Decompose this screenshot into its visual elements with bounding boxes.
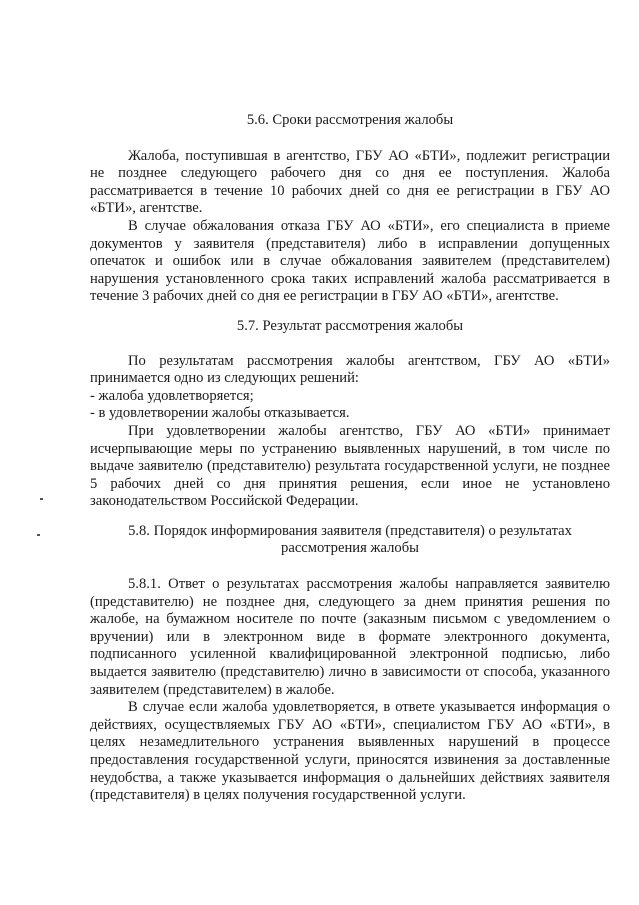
section-heading [90,523,610,558]
heading-line: рассмотрения жалобы [281,540,419,557]
document-body [90,112,610,805]
scan-mark [37,534,40,536]
paragraph: В случае обжалования отказа ГБУ АО «БТИ», его специалиста в приеме документов у заявителя (представителя) либо в исправлении допущенных опечаток и ошибок или в случае обжалования заявителем (представителем) нарушения установленного срока таких исправлений жалоба рассматривается в течение 3 рабочих дней со дня ее регистрации в ГБУ АО «БТИ», агентстве. [90,217,610,305]
section-5-8 [90,523,610,805]
section-5-7 [90,318,610,511]
section-heading: 5.6. Сроки рассмотрения жалобы [246,112,454,128]
list-item: - в удовлетворении жалобы отказывается. [90,405,350,422]
section-heading: 5.7. Результат рассмотрения жалобы [236,317,464,334]
scan-mark [40,498,43,500]
paragraph: При удовлетворении жалобы агентство, ГБУ АО «БТИ» принимает исчерпывающие меры по устранению выявленных нарушений, в том числе по выдаче заявителю (представителю) результата государственной услуги, не позднее 5 рабочих дней со дня принятия решения, если иное не установлено законодательством Российской Федерации. [90,422,610,510]
heading-line: 5.8. Порядок информирования заявителя (представителя) о результатах [128,522,572,539]
paragraph: Жалоба, поступившая в агентство, ГБУ АО «БТИ», подлежит регистрации не позднее следующего рабочего дня со дня ее поступления. Жалоба рассматривается в течение 10 рабочих дней со дня ее регистрации в ГБУ АО «БТИ», агентстве. [90,147,610,217]
paragraph: 5.8.1. Ответ о результатах рассмотрения жалобы направляется заявителю (представителю) не позднее дня, следующего за днем принятия решения по жалобе, на бумажном носителе по почте (заказным письмом с уведомлением о вручении) или в электронном виде в формате электронного документа, подписанного усиленной квалифицированной электронной подписью, либо выдается заявителю (представителю) лично в зависимости от способа, указанного заявителем (представителем) в жалобе. [90,576,610,698]
paragraph: По результатам рассмотрения жалобы агентством, ГБУ АО «БТИ» принимается одно из следующих решений: [90,352,610,387]
list-item: - жалоба удовлетворяется; [90,387,254,404]
section-5-6 [90,112,610,306]
paragraph: В случае если жалоба удовлетворяется, в ответе указывается информация о действиях, осуществляемых ГБУ АО «БТИ», специалистом ГБУ АО «БТИ», в целях незамедлительного устранения выявленных нарушений в процессе предоставления государственной услуги, приносятся извинения за доставленные неудобства, а также указывается информация о дальнейших действиях заявителя (представителя) в целях получения государственной услуги. [90,699,610,804]
